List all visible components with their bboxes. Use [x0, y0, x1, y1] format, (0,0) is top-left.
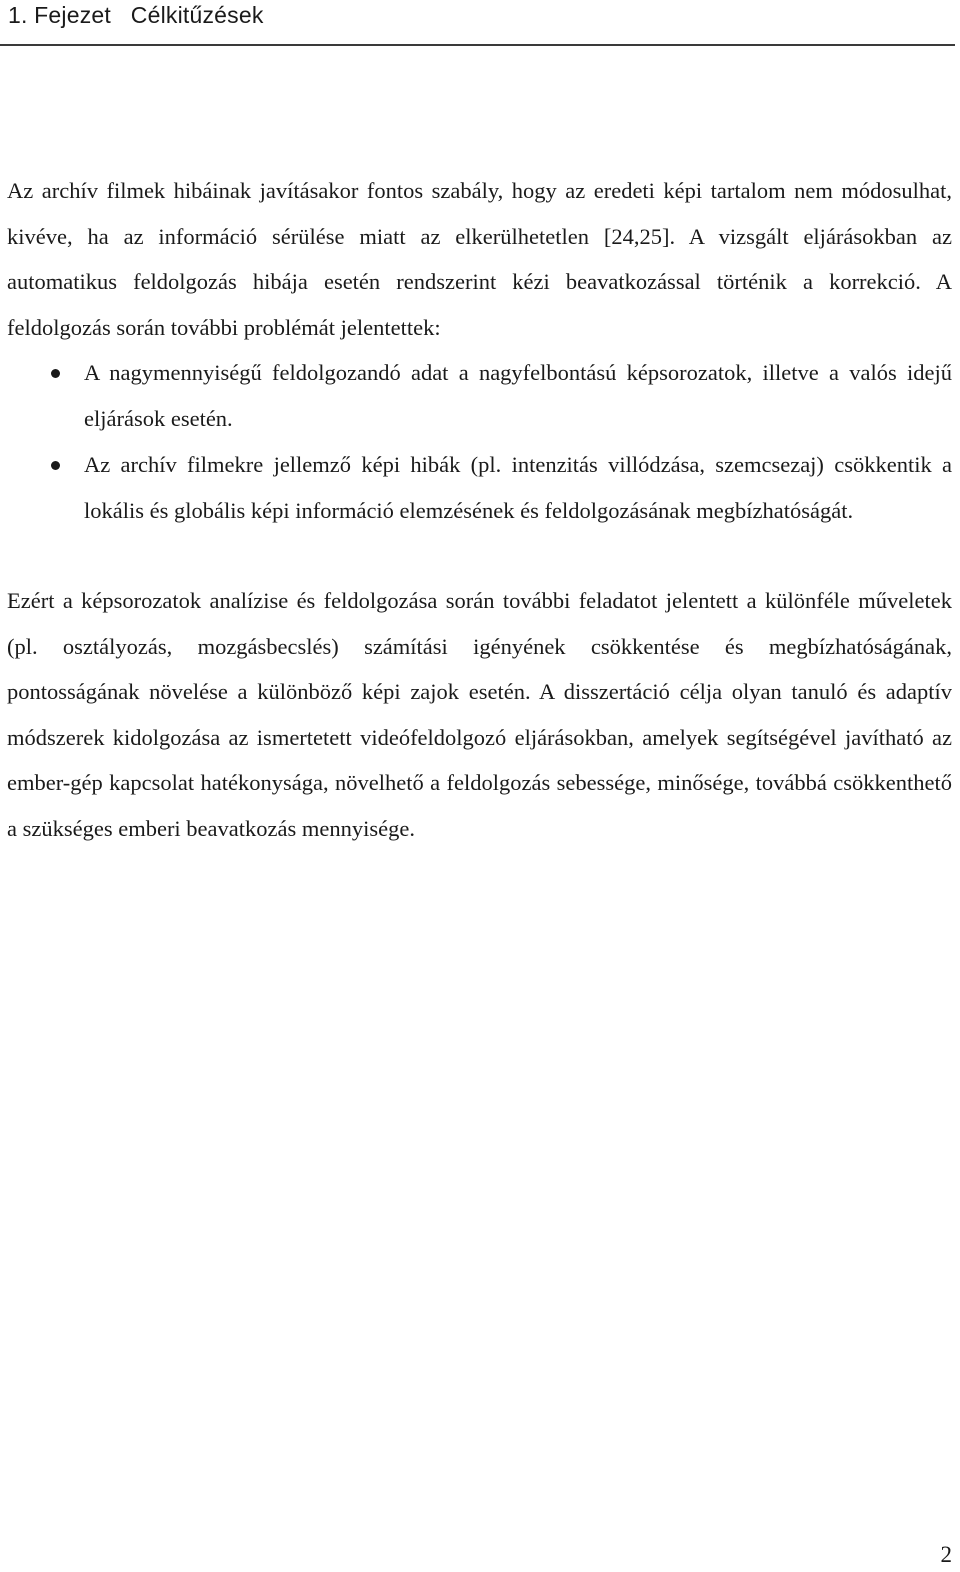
problem-list: [7, 350, 952, 534]
list-item: [7, 442, 952, 534]
bullet-icon: [51, 369, 60, 378]
list-item: [7, 350, 952, 442]
goals-paragraph: Ezért a képsorozatok analízise és feldolgozása során további feladatot jelentett a különféle műveletek (pl. osztályozás, mozgásbecslés) számítási igényének csökkentése és megbízhatóságának, pontosságának növelése a különböző képi zajok esetén. A disszertáció célja olyan tanuló és adaptív módszerek kidolgozása az ismertetett videófeldolgozó eljárásokban, amelyek segítségével javítható az ember-gép kapcsolat hatékonysága, növelhető a feldolgozás sebessége, minősége, továbbá csökkenthető a szükséges emberi beavatkozás mennyisége.: [7, 588, 952, 841]
page-header: [0, 0, 955, 46]
intro-paragraph: Az archív filmek hibáinak javításakor fontos szabály, hogy az eredeti képi tartalom nem módosulhat, kivéve, ha az információ sérülése miatt az elkerülhetetlen [24,25]. A vizsgált eljárásokban az automatikus feldolgozás hibája esetén rendszerint kézi beavatkozással történik a korrekció. A feldolgozás során további problémát jelentettek:: [7, 178, 952, 340]
document-body: [7, 168, 952, 851]
bullet-icon: [51, 461, 60, 470]
page-number: 2: [940, 1542, 952, 1567]
list-item-text: A nagymennyiségű feldolgozandó adat a nagyfelbontású képsorozatok, illetve a valós idejű eljárások esetén.: [84, 360, 952, 431]
chapter-title: 1. Fejezet Célkitűzések: [8, 2, 264, 28]
list-item-text: Az archív filmekre jellemző képi hibák (pl. intenzitás villódzása, szemcsezaj) csökkentik a lokális és globális képi információ elemzésének és feldolgozásának megbízhatóságát.: [84, 452, 952, 523]
